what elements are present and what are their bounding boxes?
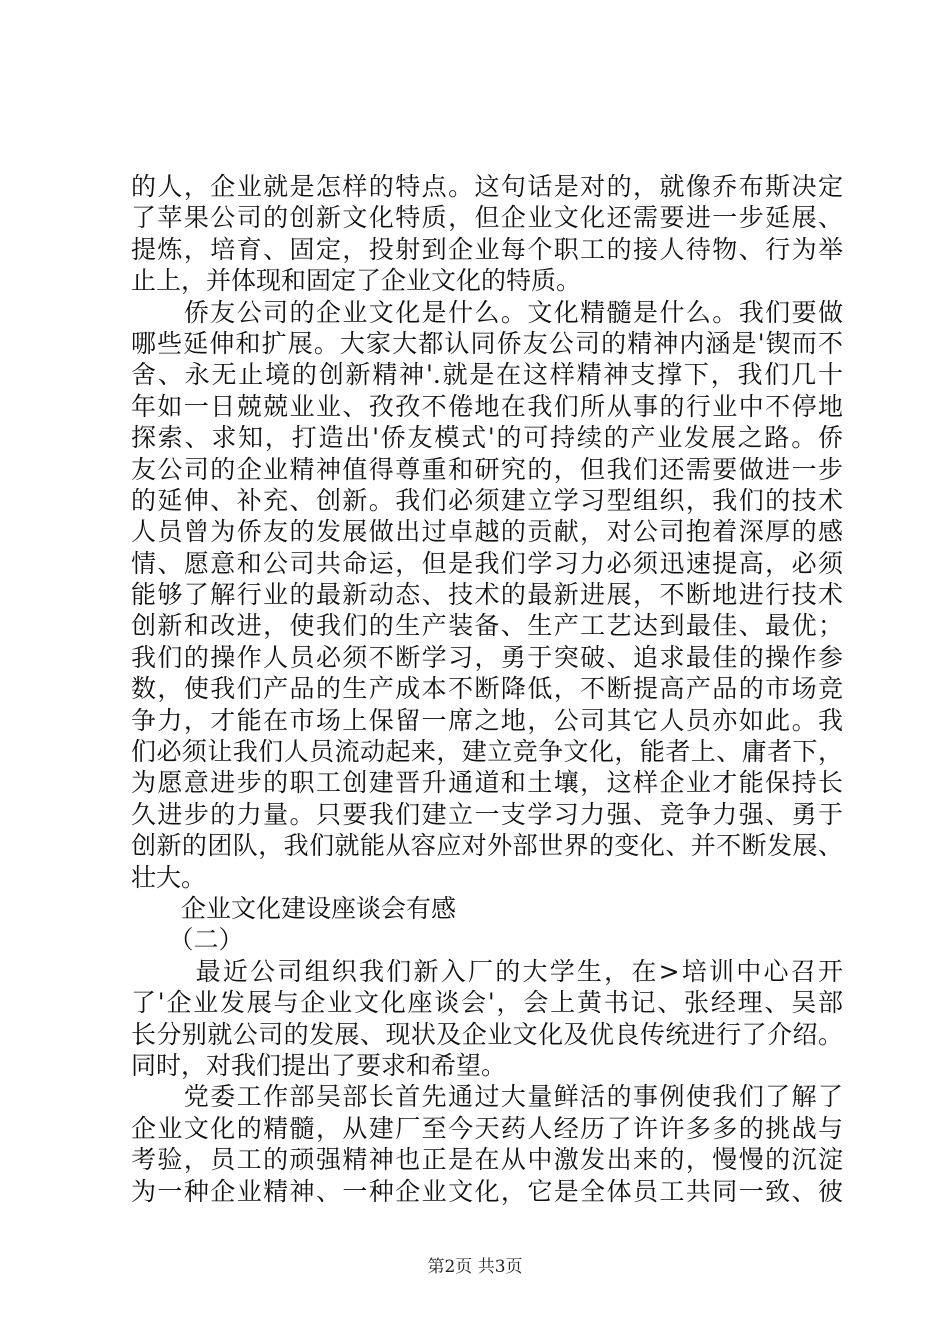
text-line: 企业文化建设座谈会有感 (131, 893, 457, 923)
text-line: 们必须让我们人员流动起来，建立竞争文化，能者上、庸者下， (131, 737, 843, 767)
text-line: 情、愿意和公司共命运，但是我们学习力必须迅速提高，必须 (131, 548, 843, 578)
text-line: 能够了解行业的最新动态、技术的最新进展，不断地进行技术 (131, 580, 843, 610)
text-line: 友公司的企业精神值得尊重和研究的，但我们还需要做进一步 (131, 454, 843, 484)
text-line: 创新和改进，使我们的生产装备、生产工艺达到最佳、最优； (131, 611, 843, 641)
text-line: 的延伸、补充、创新。我们必须建立学习型组织，我们的技术 (131, 485, 843, 515)
text-line: 数，使我们产品的生产成本不断降低，不断提高产品的市场竞 (131, 674, 843, 704)
text-line: 止上，并体现和固定了企业文化的特质。 (131, 266, 582, 296)
text-line: 人员曾为侨友的发展做出过卓越的贡献，对公司抱着深厚的感 (131, 517, 843, 547)
text-line: 了苹果公司的创新文化特质，但企业文化还需要进一步延展、 (131, 203, 843, 233)
text-line: 我们的操作人员必须不断学习，勇于突破、追求最佳的操作参 (131, 642, 843, 672)
text-line: 了'企业发展与企业文化座谈会'，会上黄书记、张经理、吴部 (131, 988, 843, 1018)
text-line: 哪些延伸和扩展。大家大都认同侨友公司的精神内涵是'锲而不 (131, 328, 843, 358)
text-line: 久进步的力量。只要我们建立一支学习力强、竞争力强、勇于 (131, 799, 843, 829)
text-line: 的人，企业就是怎样的特点。这句话是对的，就像乔布斯决定 (131, 172, 843, 201)
text-line: 创新的团队，我们就能从容应对外部世界的变化、并不断发展、 (131, 831, 843, 861)
text-line: 舍、永无止境的创新精神'.就是在这样精神支撑下，我们几十 (131, 360, 843, 390)
text-line: 考验，员工的顽强精神也正是在从中激发出来的，慢慢的沉淀 (131, 1145, 843, 1175)
page-indicator: 第2页 共3页 (427, 1257, 523, 1277)
text-line: 为一种企业精神、一种企业文化，它是全体员工共同一致、彼 (131, 1176, 843, 1206)
text-line: （二） (131, 925, 244, 955)
text-line: 侨友公司的企业文化是什么。文化精髓是什么。我们要做 (131, 297, 843, 327)
text-line: 争力，才能在市场上保留一席之地，公司其它人员亦如此。我 (131, 705, 843, 735)
text-line: 壮大。 (131, 862, 207, 892)
text-line: 提炼，培育、固定，投射到企业每个职工的接人待物、行为举 (131, 234, 843, 264)
text-line: 探索、求知，打造出'侨友模式'的可持续的产业发展之路。侨 (131, 423, 843, 453)
text-line: 年如一日兢兢业业、孜孜不倦地在我们所从事的行业中不停地 (131, 391, 843, 421)
text-line: 最近公司组织我们新入厂的大学生，在>培训中心召开 (131, 956, 843, 986)
text-line: 党委工作部吴部长首先通过大量鲜活的事例使我们了解了 (131, 1082, 843, 1112)
text-line: 长分别就公司的发展、现状及企业文化及优良传统进行了介绍。 (131, 1019, 843, 1049)
text-line: 为愿意进步的职工创建晋升通道和土壤，这样企业才能保持长 (131, 768, 843, 798)
text-line: 同时，对我们提出了要求和希望。 (131, 1050, 507, 1080)
text-line: 企业文化的精髓，从建厂至今天药人经历了许许多多的挑战与 (131, 1113, 843, 1143)
document-body (131, 171, 843, 1207)
